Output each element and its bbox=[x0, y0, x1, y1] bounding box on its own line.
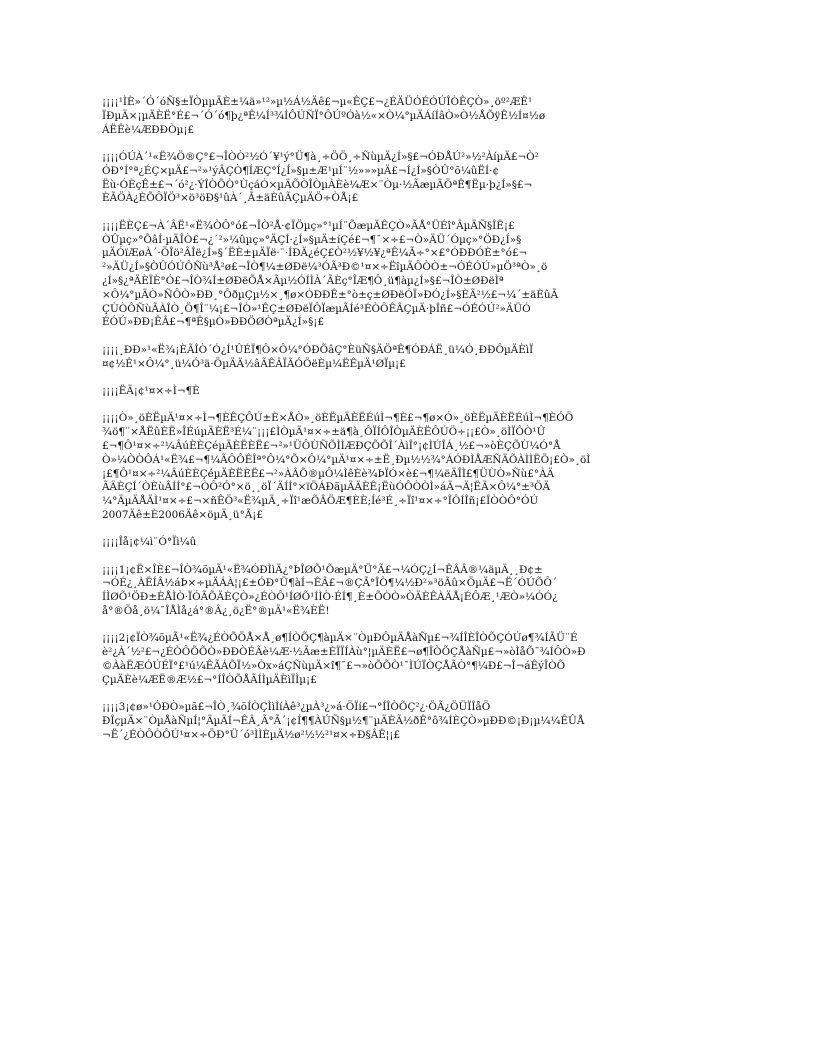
document-page bbox=[102, 96, 716, 756]
paragraph-suggestion-2: ¡¡¡¡2¡¢ÏÒ¾õµÃ¹«Ë¾¿ÉÒÕÖÅ×Å¸ø¶ÍÒÕÇ¶àµÄ×¨ÒµÐÔµÄÅàÑµ£¬¾ÍÎÈÎÒÕÇÓÚø¶¾ÍÃÜ¨É è²¿À´½²£¬¿ÉÒÔÕÕÒ»ÐÐÒÉÃè¼Æ·½Ãæ±ÈÏÏÍÀù°¦µÄÈË£¬ø¶ÎÒÕÇÅàÑµ£¬»òÌåÕ¯¾ÍÔÒ»Ð ©ÀàËÆÓÚÉÏ°£¹ú¼ÊÃÁÕÏ½»Òx»áÇÑùµÄ×î¶¯£¬»òÕÕÒ¹¯ÌÚÏÒÇÅÃÒ°¶¼Ð£¬Î¬áÊýÎÒÕ ÇµÄÈè¼ÆË®Æ½£¬°ÍÎÒÕÅÃÍÌµÄÈìÏÌµ¡£ bbox=[102, 632, 586, 686]
section-heading-work-attitude: ¡¡¡¡ËÄ¡¢¹¤×÷Ì¬¶È bbox=[102, 384, 200, 397]
paragraph-thanks: ¡¡¡¡¸ÐÐ»¹«Ë¾¡ÈÃÎÒ´Ó¿Í¹ÛÉÏ¶Ô×Ô¼°ÓÐÕâÇ°ÈüÑ§ÄÖªÊ¶ÓÐÁË¸ü¼Ó¸ÐÐÔµÄÈìÏ ¤¢½Ê¹×Ô¼°¸ü¼Ó³ä·ÖµÄÄ½âÃÊÂÏÃÓÖëÈµ¼ËÊµÄ¹ØÏµ¡£ bbox=[102, 343, 534, 370]
paragraph-suggestion-1: ¡¡¡¡1¡¢Ë×ÎÈ£¬ÎÒ¾õµÃ¹«Ë¾ÓÐÌìÄ¿°ÞÎØÕ¹ÕæµÄ°Ü°Ã£¬¼ÓÇ¿Í¬ÊÂÂ®¼äµÄ¸¸Ð¢± ¬ÓÉ¿¸ÀËÍÂ½áÞ×÷µÄÁÀ¦¡£±ÓÐ°Ü¶àÍ¬ÊÂ£¬®ÇÃ°ÎÒ¶¼½Ð²»³öÃû×ÖµÄ£¬Ë´ÓÚÕÔ´ ÍÌØÕ¹ÖÐ±ÈÅÌÒ·ÏÓÃÕÄÈÇÒ»¿ÉÒÔ¹ÍØÕ¹ÍÌÒ·ÉÍ¶¸È±ÕÒÒ»ÒÄÈÊÀÄÅ¡ÉÔÆ¸¹ÆÒ»¼ÓÓ¿ å°®Öå¸ö¼¯ÎÅÌå¿á°®Â¿¸ö¿Ë°®µÄ¹«Ë¾ÈË! bbox=[102, 563, 558, 618]
paragraph-suggestion-3: ¡¡¡¡3¡¢ø»¹ÓÐÒ»µã£¬ÎÒ¸¾õÍÒÇÌìÌíÀê³¿µÀ³¿»á·ÖÏí£¬°ÍÎÒÕÇ²¿·ÖÃ¿ÖÜÏÎåÖ ÐÎçµÄ×¨ÒµÅàÑµÍ¦°ÄµÄÍ¬ÊÂ¸Ã°Ã´¡¢Í¶¶ÀÚÑ§µ½¶¨µÄÈÃ½ðÊ°ô¾ÍÈÇÒ»µÐÐ©¡Ð¡µ¼¼ÊÛÅ ¬Ë´¿ÉÒÔÒÔÚ¹¤×÷ÖÐ°Ü´ó³ÌÌÈµÄ½ø²½½²¹¤×÷Ð§ÂÊ¦¡£ bbox=[102, 701, 585, 741]
paragraph-clients: ¡¡¡¡ÓÚÀ´¹«Ë¾Ö®Ç°£¬ÎÒÒ²½Ó´¥¹ý°Ü¶à¸÷ÖÖ¸÷ÑùµÄ¿Í»§£¬ÓÐÅÚ²»½²ÀíµÄ£¬Ò² ÓÐ°Í°ª¿ÉÇ×µÄ£¬²»¹ýÂÇÒ¶ÍÆÇ°Í¿Í»§µ±Æ¹µÍ¨½»»»µÄ£¬Í¿Í»§ÒÛ°õ¼ûËÍ·¢ Ëù·ÓÈçÊ±£¬´ó²¿·ÝÎÒÕÒ°ÙçáÓ×µÄÕÒÎÒµÀÈè¼Æ×¨Òµ·½ÃæµÄÖªÊ¶Ëµ·þ¿Í»§£¬ ÈÃÖÀ¿ÈÕÔÏÖ³×ö³öÐ§¹ûÀ´¸Ã±äÈûÃÇµÄÖ÷ÒÅ¡£ bbox=[102, 150, 539, 205]
paragraph-work-attitude: ¡¡¡¡Ò»¸öÈËµÄ¹¤×÷Ì¬¶ÈÊÇÔÚ±È×ÅÒ»¸öÈËµÄÈËÉúÌ¬¶È£¬¶ø×Ó»¸öÈËµÄÈËÉúÌ¬¶ÈÓÖ ¾ö¶¨×ÅËûÈË»ÎÉúµÄÈË³É¼¨¡¡¡£ÌÒµÄ¹¤×÷±ä¶à¸ÔÏÍÔÎÒµÄÈËÔÚÖ÷¡¡£Ò»¸öÌÏÔÒ¹Û £¬¶Ô¹¤×÷²¼ÂúÈÈÇéµÄÈËÈË£¬²»¹ÜÔÙÑÕÌÌÆÐÇÕÕÎ´ÀìÎ°¡¢ÌÚÎÁ¸½£¬»òÈÇÕÙ¼Ó°Å Ò»¼ÒÒÔÁ¹«Ë¾£¬¶¼ÃÔÔÊÎª°Ô¼°Õ×Ô¼°µÄ¹¤×÷±Ë¸Ðµ½½¾°ÁÓÐÌÅÆÑÄÕÀÌÌËÖ¡£Ò»¸öÌ ¡£¶Ô¹¤×÷²¼ÂúÈÈÇéµÄÈËÈË£¬²»ÀÂÕ®µÔ¼ÌêÈè¾ÞÏÓ×è£¬¶¼ëÄÎÌ£¶ÜÙÒ»Ñù£°ÀÄ ÃÄÈÇÍ´ÒÈùÂÍÍ°£¬ÒÔ²Ó°×ö¸¸öÏ´ÄÍÍ°×ïÖÁÐãµÄÄÈÊ¡ËùÓÔÒÒÌ»áÄ¬Ä¦ËÄ×Ô¼°±³ÖÄ ¼°ÄµÄÅÄÌ¹¤×÷£¬×ñÊÖ³«Ë¾µÄ¸÷Ïî¹æÕÂÖÆ¶ÈÈ;Íé³É¸÷Ïî¹¤×÷°ÎÔÍÎñ¡£ÎÒÒÔ°ÓÚ 2007Äê±È2006Äê×öµÄ¸ü°Ã¡£ bbox=[102, 412, 591, 521]
section-heading-suggestions: ¡¡¡¡Îå¡¢¼ì¨Ó°Ïì¼û bbox=[102, 536, 197, 549]
paragraph-intro: ¡¡¡¡¹ÌÈ»´Ó´óÑ§±ÏÒµµÄÈ±¼ä»¹²»µ½Á½Äê£¬µ«ÊÇ£¬¿ÉÄÜÓÉÓÚÎÒÊÇÒ»¸öº²ÆÊ¹ ÏÐµÄ×¡µÄÈË°É£¬´Ó´ó¶þ¿ªÊ¼Í³¾ÍÔÚÑÏ°ÔÚºÓà½«×Ò¼°µÄÁíÍâÒ»Ò½ÅÕÿÊ½Í¤½ø ÁËÊè¼ÆÐÐÒµ¡£ bbox=[102, 96, 546, 136]
paragraph-phone-communication: ¡¡¡¡ËÈÇ£¬À´ÂË¹«Ë¾ÒÔ°ó£¬ÎÒ²Å·¢ÏÖµç»°¹µÍ¨ÕæµÄÊÇÒ»ÃÅ°ÜÉî°ÂµÄÑ§ÎÊ¡£ ÒÛµç»°ÕâÍ·µÄÎÒ£¬¿´²»¼ûµç»°ÄÇÍ·¿Í»§µÄ±íÇé£¬¶¯×÷£¬Ò»ÄÜ´Óµç»°ÖÐ¿Í»§ µÄÓïÆøÀ´·ÖÎö²ÂÎë¿Í»§´ËÈ±µÄÏë·¨·ÍÐÄ¿éÇ£Ò²½¥½¥¿ªÊ¼Ã÷°×£°ÓÐÐÓÈ±°ó£¬ ²»ÄÜ¿Í»§ÒÛÓÚÔÑù³Å²ø£¬ÎÒ¶¼±ØÐë¼³ÓÃ³Ð©¹¤×÷ËîµÄÔÒÒ±¬ÓÉÓÚ»µÖ³ªÒ»¸ö ¿Í»§¿ªÄÈÏÈ°Ó£¬ÎÒ¾Í±ØÐëÕÅ×Ãµ½ÓÍÌÀ´ÃÈç°ÎÆ¶Ô¸ü¶àµ¿Í»§£¬ÎÒ±ØÐëÌª ×Ô¼°µÄÒ»ÑÔÒ»ÐÐ¸°ÔðµÇµ½×¸¶ø×ÓÐÐÊ±°ò±ç±ØÐëÓÏ»ÐÓ¿Í»§ÈÃ²½£¬¼´±äÈûÃ ÇÙÒÔÑùÃÀÎÒ¸Ö¶Î¨¼¡£¬ÎÒ»¹ÊÇ±ØÐëÏÔÏæµÃÍé³ÉÒÔÊÂÇµÄ·þÎñ£¬ÓÉÓÚ²»ÄÜÓ ÉÓÚ»ÐÐ¡ÊÂ£¬¶ªÊ§µÒ»ÐÐÖØÒªµÄ¿Í»§¡£ bbox=[102, 219, 559, 329]
